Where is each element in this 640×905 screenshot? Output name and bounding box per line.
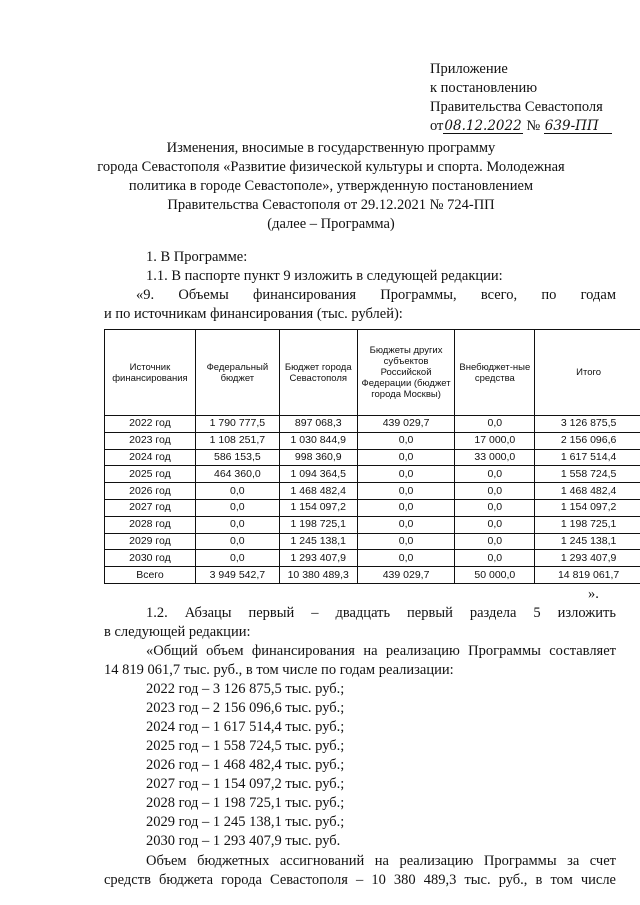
list-item: 2022 год – 3 126 875,5 тыс. руб.; — [146, 681, 345, 697]
table-cell: 0,0 — [357, 466, 455, 483]
table-cell: 2028 год — [105, 516, 196, 533]
title-line-5: (далее – Программа) — [267, 216, 395, 232]
table-cell: 1 094 364,5 — [279, 466, 357, 483]
table-cell: 0,0 — [195, 516, 279, 533]
table-cell: 0,0 — [455, 416, 535, 433]
section-1-2-line-1: 1.2. Абзацы первый – двадцать первый раздела 5 изложить — [146, 605, 616, 621]
table-cell: Всего — [105, 567, 196, 584]
table-cell: 1 468 482,4 — [279, 483, 357, 500]
table-cell: 0,0 — [357, 516, 455, 533]
table-row — [105, 499, 640, 516]
table-cell: 1 468 482,4 — [535, 483, 640, 500]
title-line-1: Изменения, вносимые в государственную программу — [166, 140, 496, 156]
table-row — [105, 550, 640, 567]
table-cell: 0,0 — [357, 483, 455, 500]
table-row — [105, 483, 640, 500]
table-row — [105, 416, 640, 433]
budget-line-2: средств бюджета города Севастополя – 10 380 489,3 тыс. руб., в том числе — [104, 872, 616, 888]
table-cell: 1 198 725,1 — [279, 516, 357, 533]
table-cell: 464 360,0 — [195, 466, 279, 483]
table-cell: 2 156 096,6 — [535, 432, 640, 449]
date-prefix: от — [430, 118, 444, 134]
yearly-amounts-list — [146, 680, 344, 851]
appendix-line-3: Правительства Севастополя — [430, 99, 603, 115]
appendix-line-2: к постановлению — [430, 80, 538, 96]
table-cell: 1 198 725,1 — [535, 516, 640, 533]
table-total-row — [105, 567, 640, 584]
header-total: Итого — [535, 330, 640, 416]
budget-allocation-block — [104, 852, 616, 890]
table-cell: 3 949 542,7 — [195, 567, 279, 584]
header-federal: Федеральный бюджет — [195, 330, 279, 416]
table-cell: 1 030 844,9 — [279, 432, 357, 449]
budget-line-1: Объем бюджетных ассигнований на реализацию Программы за счет — [146, 853, 616, 869]
table-cell: 0,0 — [455, 533, 535, 550]
table-cell: 1 790 777,5 — [195, 416, 279, 433]
closing-quote: ». — [588, 586, 599, 602]
table-cell: 0,0 — [357, 499, 455, 516]
table-row — [105, 466, 640, 483]
section-1-heading: 1. В Программе: — [146, 249, 248, 265]
handwritten-number: 639-ПП — [544, 119, 612, 134]
table-cell: 2024 год — [105, 449, 196, 466]
table-cell: 10 380 489,3 — [279, 567, 357, 584]
total-financing-line-2: 14 819 061,7 тыс. руб., в том числе по годам реализации: — [104, 662, 454, 678]
table-cell: 0,0 — [455, 466, 535, 483]
table-row — [105, 432, 640, 449]
table-cell: 17 000,0 — [455, 432, 535, 449]
list-item: 2024 год – 1 617 514,4 тыс. руб.; — [146, 719, 345, 735]
appendix-block — [430, 60, 612, 136]
list-item: 2025 год – 1 558 724,5 тыс. руб.; — [146, 738, 345, 754]
table-row — [105, 516, 640, 533]
header-off-budget: Внебюджет-ные средства — [455, 330, 535, 416]
table-cell: 3 126 875,5 — [535, 416, 640, 433]
list-item: 2027 год – 1 154 097,2 тыс. руб.; — [146, 776, 345, 792]
table-cell: 0,0 — [455, 516, 535, 533]
section-1-2-line-2: в следующей редакции: — [104, 624, 251, 640]
table-cell: 1 617 514,4 — [535, 449, 640, 466]
appendix-line-1: Приложение — [430, 61, 508, 77]
total-financing-line-1: «Общий объем финансирования на реализацию Программы составляет — [146, 643, 616, 659]
table-cell: 1 154 097,2 — [535, 499, 640, 516]
section-1-block — [104, 248, 616, 324]
handwritten-date: 08.12.2022 — [444, 118, 522, 134]
table-row — [105, 533, 640, 550]
table-cell: 1 245 138,1 — [535, 533, 640, 550]
table-cell: 439 029,7 — [357, 567, 455, 584]
table-cell: 2030 год — [105, 550, 196, 567]
table-cell: 0,0 — [195, 533, 279, 550]
table-cell: 0,0 — [455, 499, 535, 516]
list-item: 2026 год – 1 468 482,4 тыс. руб.; — [146, 757, 345, 773]
list-item: 2028 год – 1 198 725,1 тыс. руб.; — [146, 795, 345, 811]
table-cell: 1 154 097,2 — [279, 499, 357, 516]
table-cell: 998 360,9 — [279, 449, 357, 466]
table-cell: 0,0 — [357, 432, 455, 449]
table-cell: 0,0 — [455, 483, 535, 500]
table-cell: 2029 год — [105, 533, 196, 550]
table-cell: 0,0 — [195, 499, 279, 516]
table-cell: 1 293 407,9 — [279, 550, 357, 567]
table-cell: 439 029,7 — [357, 416, 455, 433]
number-prefix: № — [526, 118, 541, 134]
list-item: 2030 год – 1 293 407,9 тыс. руб. — [146, 833, 341, 849]
table-cell: 0,0 — [357, 533, 455, 550]
table-cell: 50 000,0 — [455, 567, 535, 584]
table-cell: 2027 год — [105, 499, 196, 516]
appendix-date-line — [430, 117, 612, 136]
table-cell: 1 293 407,9 — [535, 550, 640, 567]
table-cell: 2022 год — [105, 416, 196, 433]
section-1-1-text: 1.1. В паспорте пункт 9 изложить в следующей редакции: — [146, 268, 503, 284]
table-cell: 2023 год — [105, 432, 196, 449]
table-cell: 33 000,0 — [455, 449, 535, 466]
table-cell: 586 153,5 — [195, 449, 279, 466]
table-cell: 0,0 — [357, 449, 455, 466]
table-cell: 0,0 — [357, 550, 455, 567]
table-cell: 1 108 251,7 — [195, 432, 279, 449]
table-cell: 0,0 — [195, 550, 279, 567]
table-row — [105, 449, 640, 466]
document-title — [96, 139, 566, 234]
table-cell: 14 819 061,7 — [535, 567, 640, 584]
financing-table — [104, 329, 640, 584]
list-item: 2023 год – 2 156 096,6 тыс. руб.; — [146, 700, 345, 716]
item-9-line-2: и по источникам финансирования (тыс. рублей): — [104, 306, 403, 322]
header-city-budget: Бюджет города Севастополя — [279, 330, 357, 416]
list-item: 2029 год – 1 245 138,1 тыс. руб.; — [146, 814, 345, 830]
table-header-row — [105, 330, 640, 416]
table-cell: 897 068,3 — [279, 416, 357, 433]
table-cell: 1 558 724,5 — [535, 466, 640, 483]
table-cell: 0,0 — [455, 550, 535, 567]
title-line-4: Правительства Севастополя от 29.12.2021 № 724-ПП — [167, 197, 495, 213]
table-cell: 2025 год — [105, 466, 196, 483]
header-other-subjects: Бюджеты других субъектов Российской Федерации (бюджет города Москвы) — [357, 330, 455, 416]
section-1-2-block — [104, 604, 616, 680]
table-cell: 0,0 — [195, 483, 279, 500]
table-cell: 2026 год — [105, 483, 196, 500]
title-line-2: города Севастополя «Развитие физической культуры и спорта. Молодежная — [97, 159, 565, 175]
header-source: Источник финансирования — [105, 330, 196, 416]
item-9-line-1: «9. Объемы финансирования Программы, всего, по годам — [136, 287, 616, 303]
table-cell: 1 245 138,1 — [279, 533, 357, 550]
title-line-3: политика в городе Севастополе», утвержденную постановлением — [128, 178, 534, 194]
